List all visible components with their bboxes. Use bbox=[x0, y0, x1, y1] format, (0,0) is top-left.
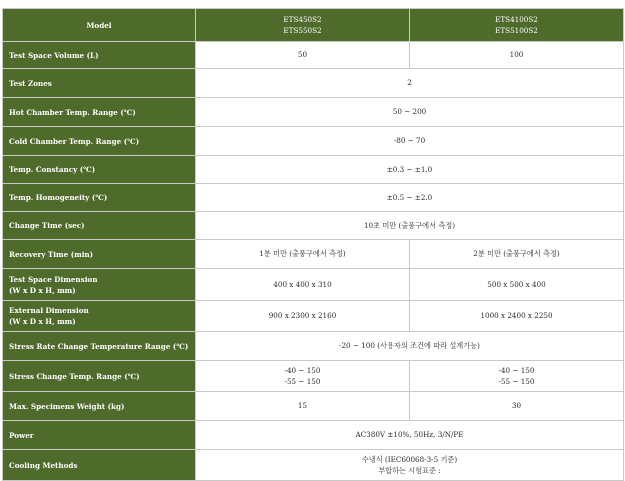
column-header-model-1 bbox=[196, 9, 410, 42]
table-row bbox=[3, 156, 624, 184]
table-row bbox=[3, 127, 624, 156]
table-row bbox=[3, 42, 624, 69]
cell-cold-range: -80 ~ 70 bbox=[196, 127, 624, 156]
row-label-max-weight: Max. Specimens Weight (kg) bbox=[3, 392, 196, 421]
model-1-line-1: ETS450S2 bbox=[283, 15, 322, 24]
stress-change-model-2-line-2: -55 ~ 150 bbox=[498, 377, 535, 386]
row-label-cold-range: Cold Chamber Temp. Range (℃) bbox=[3, 127, 196, 156]
row-label-change-time: Change Time (sec) bbox=[3, 212, 196, 240]
row-label-stress-change: Stress Change Temp. Range (℃) bbox=[3, 361, 196, 392]
table-row bbox=[3, 69, 624, 98]
stress-change-model-1-line-1: -40 ~ 150 bbox=[284, 366, 321, 375]
column-header-model-2 bbox=[410, 9, 624, 42]
cell-stress-change-model-2 bbox=[410, 361, 624, 392]
cell-change-time: 10초 미만 (출풍구에서 측정) bbox=[196, 212, 624, 240]
row-label-zones: Test Zones bbox=[3, 69, 196, 98]
spec-table-container bbox=[2, 8, 623, 481]
row-label-stress-rate: Stress Rate Change Temperature Range (℃) bbox=[3, 332, 196, 361]
cell-volume-model-1: 50 bbox=[196, 42, 410, 69]
cell-volume-model-2: 100 bbox=[410, 42, 624, 69]
cooling-line-2: 부합하는 시험표준 : bbox=[378, 466, 441, 475]
external-dimension-label-line-1: External Dimension bbox=[9, 306, 89, 315]
cell-zones: 2 bbox=[196, 69, 624, 98]
stress-change-model-1-line-2: -55 ~ 150 bbox=[284, 377, 321, 386]
cell-external-dimension-model-2: 1000 x 2400 x 2250 bbox=[410, 301, 624, 332]
row-label-volume: Test Space Volume (L) bbox=[3, 42, 196, 69]
stress-change-model-2-line-1: -40 ~ 150 bbox=[498, 366, 535, 375]
row-label-external-dimension bbox=[3, 301, 196, 332]
table-row bbox=[3, 212, 624, 240]
table-row bbox=[3, 269, 624, 301]
model-1-line-2: ETS550S2 bbox=[283, 26, 322, 35]
model-2-line-2: ETS5100S2 bbox=[495, 26, 538, 35]
cell-test-dimension-model-1: 400 x 400 x 310 bbox=[196, 269, 410, 301]
specification-table bbox=[2, 8, 624, 481]
row-label-cooling: Cooling Methods bbox=[3, 450, 196, 481]
table-row bbox=[3, 98, 624, 127]
row-label-homogeneity: Temp. Homogeneity (℃) bbox=[3, 184, 196, 212]
table-row-model bbox=[3, 9, 624, 42]
table-row bbox=[3, 361, 624, 392]
cell-hot-range: 50 ~ 200 bbox=[196, 98, 624, 127]
table-row bbox=[3, 450, 624, 481]
table-row bbox=[3, 392, 624, 421]
table-row bbox=[3, 184, 624, 212]
row-label-test-dimension bbox=[3, 269, 196, 301]
cell-external-dimension-model-1: 900 x 2300 x 2160 bbox=[196, 301, 410, 332]
table-row bbox=[3, 240, 624, 269]
row-label-constancy: Temp. Constancy (℃) bbox=[3, 156, 196, 184]
cooling-line-1: 수냉식 (IEC60068-3-5 기준) bbox=[361, 455, 458, 464]
external-dimension-label-line-2: (W x D x H, mm) bbox=[9, 317, 76, 326]
cell-homogeneity: ±0.5 ~ ±2.0 bbox=[196, 184, 624, 212]
table-row bbox=[3, 301, 624, 332]
model-label: Model bbox=[3, 9, 196, 42]
cell-recovery-model-1: 1분 미만 (출풍구에서 측정) bbox=[196, 240, 410, 269]
cell-stress-rate: -20 ~ 100 (사용자의 조건에 따라 설계가능) bbox=[196, 332, 624, 361]
cell-stress-change-model-1 bbox=[196, 361, 410, 392]
table-row bbox=[3, 421, 624, 450]
row-label-power: Power bbox=[3, 421, 196, 450]
table-row bbox=[3, 332, 624, 361]
cell-cooling bbox=[196, 450, 624, 481]
test-dimension-label-line-2: (W x D x H, mm) bbox=[9, 285, 76, 295]
cell-recovery-model-2: 2분 미만 (출풍구에서 측정) bbox=[410, 240, 624, 269]
cell-constancy: ±0.3 ~ ±1.0 bbox=[196, 156, 624, 184]
cell-power: AC380V ±10%, 50Hz, 3/N/PE bbox=[196, 421, 624, 450]
cell-max-weight-model-1: 15 bbox=[196, 392, 410, 421]
cell-test-dimension-model-2: 500 x 500 x 400 bbox=[410, 269, 624, 301]
cell-max-weight-model-2: 30 bbox=[410, 392, 624, 421]
row-label-recovery-time: Recovery Time (min) bbox=[3, 240, 196, 269]
test-dimension-label-line-1: Test Space Dimension bbox=[9, 274, 98, 284]
row-label-hot-range: Hot Chamber Temp. Range (℃) bbox=[3, 98, 196, 127]
model-2-line-1: ETS4100S2 bbox=[495, 15, 538, 24]
